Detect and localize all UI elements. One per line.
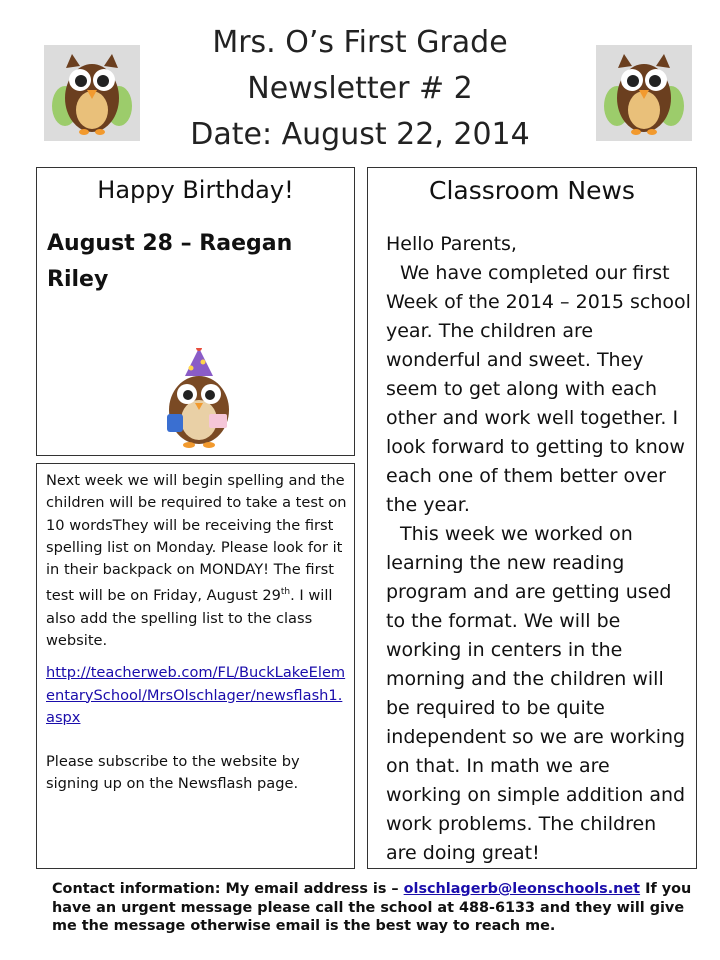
title-date: Date: August 22, 2014 (190, 117, 530, 152)
footer-text-end: If you have an urgent message please call the school at 488-6133 and they will give me the message otherwise email is the best way to reach me. (52, 881, 692, 934)
spelling-text-end: . I will also add the spelling list to the class website. (46, 587, 333, 649)
footer-text: Contact information: My email address is – (52, 881, 404, 897)
owl-image-right (596, 45, 692, 141)
superscript: th (280, 587, 291, 598)
spelling-body (46, 470, 348, 806)
owl-icon (604, 50, 684, 136)
newsflash-link[interactable]: http://teacherweb.com/FL/BuckLakeElementarySchool/MrsOlschlager/newsflash1.aspx (46, 664, 346, 726)
subscribe-text: Please subscribe to the website by signing up on the Newsflash page. (46, 753, 300, 793)
email-link[interactable]: olschlagerb@leonschools.net (403, 881, 641, 897)
newsletter-title (150, 20, 570, 158)
news-heading: Classroom News (429, 176, 635, 205)
owl-image-left (44, 45, 140, 141)
spelling-paragraph (46, 470, 348, 652)
spelling-text: Next week we will begin spelling and the children will be required to take a test on 10 wordsThey will be receiving the first spelling list on Monday. Please look for it in their backpack on MONDAY! The first test will be on Friday, August 29 (46, 472, 347, 605)
birthday-box (36, 167, 355, 456)
news-paragraph-2: This week we worked on learning the new reading program and are getting used to the format. We will be working in centers in the morning and the children will be required to be quite independent so we are working on that. In math we are working on simple addition and work problems. The children are doing great! (386, 523, 686, 864)
party-owl-icon (155, 348, 245, 448)
birthday-heading: Happy Birthday! (97, 176, 294, 204)
title-line-1: Mrs. O’s First Grade (212, 25, 508, 60)
news-paragraph-1: We have completed our first Week of the 2014 – 2015 school year. The children are wonderful and sweet. They seem to get along with each other and work well together. I look forward to getting to know each one of them better over the year. (386, 262, 691, 516)
owl-icon (52, 50, 132, 136)
birthday-text: August 28 – Raegan Riley (47, 231, 293, 292)
news-greeting: Hello Parents, (386, 233, 517, 255)
classroom-news-box (367, 167, 697, 869)
contact-footer (52, 880, 692, 936)
spelling-box (36, 463, 355, 869)
news-body (386, 230, 691, 868)
title-line-2: Newsletter # 2 (247, 71, 473, 106)
